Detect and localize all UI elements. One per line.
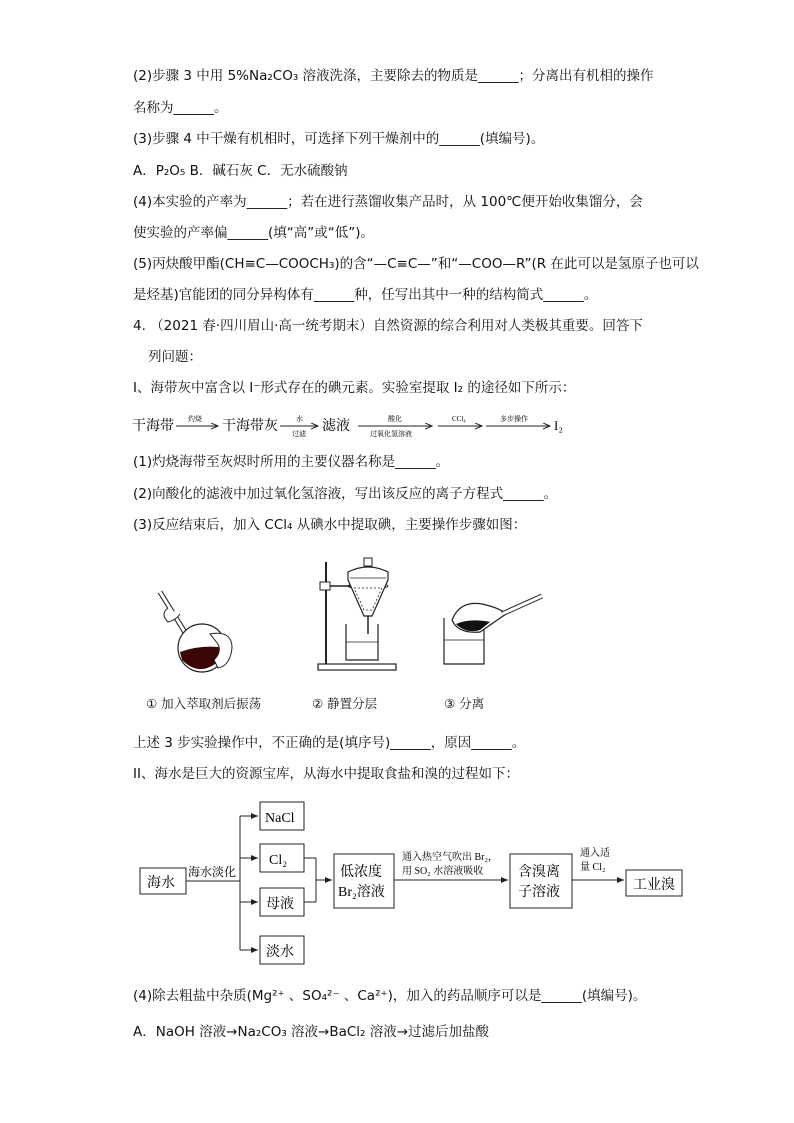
- extraction-apparatus-figure: [140, 548, 560, 683]
- seawater-processing-flow: [130, 794, 690, 974]
- step-3-caption: ③ 分离: [444, 696, 485, 711]
- industrial-bromine-label: 工业溴: [633, 878, 675, 893]
- flow-arrow-4-label: CCl₄: [452, 415, 466, 423]
- flow-node-iodine: I₂: [554, 418, 563, 433]
- flow-node-kelp-ash: 干海带灰: [222, 419, 278, 434]
- flow-node-dry-kelp: 干海带: [132, 419, 174, 434]
- ring-stand-separation-illustration: [318, 558, 396, 670]
- seawater-label: 海水: [147, 876, 175, 891]
- step-1-caption: ① 加入萃取剂后振荡: [146, 696, 262, 711]
- mother-liquor-label: 母液: [266, 897, 294, 912]
- part-two-intro: II、海水是巨大的资源宝库，从海水中提取食盐和溴的过程如下：: [133, 766, 519, 782]
- flow-arrow-2-bottom: 过滤: [292, 430, 306, 438]
- flow-arrow-2-top: 水: [296, 415, 303, 423]
- problem-4-header: 4. （2021 春·四川眉山·高一统考期末）自然资源的综合利用对人类极其重要。回答下: [133, 318, 643, 334]
- arrow-2-label-1: 通入适: [580, 848, 610, 859]
- bromide-solution-label-2: 子溶液: [518, 885, 560, 900]
- problem-4-header-2: 列问题：: [148, 349, 202, 365]
- low-bromine-label-1: 低浓度: [340, 865, 382, 880]
- pouring-separation-illustration: [444, 596, 542, 664]
- shaking-funnel-illustration: [160, 592, 232, 672]
- flow-node-filtrate: 滤液: [322, 419, 350, 434]
- nacl-label: NaCl: [265, 811, 295, 826]
- step-2-caption: ② 静置分层: [312, 696, 378, 711]
- question-ii-4: (4)除去粗盐中杂质(Mg²⁺ 、SO₄²⁻ 、Ca²⁺)，加入的药品顺序可以是______(填编号)。: [133, 988, 647, 1004]
- low-bromine-label-2: Br₂溶液: [338, 885, 385, 900]
- flow-arrow-3-bottom: 过氧化氢溶液: [370, 430, 412, 438]
- bromide-solution-label-1: 含溴离: [518, 865, 560, 880]
- flow-arrow-1-label: 灼烧: [188, 415, 202, 423]
- question-i-2: (2)向酸化的滤液中加过氧化氢溶液，写出该反应的离子方程式______。: [133, 486, 558, 502]
- part-one-intro: I、海带灰中富含以 I⁻形式存在的碘元素。实验室提取 I₂ 的途径如下所示：: [133, 380, 576, 396]
- judgment-question: 上述 3 步实验操作中，不正确的是(填序号)______，原因______。: [133, 735, 526, 751]
- question-5-line-2: 是烃基)官能团的同分异构体有______种，任写出其中一种的结构简式______。: [133, 287, 598, 303]
- question-4-line-2: 使实验的产率偏______(填“高”或“低”)。: [133, 225, 375, 241]
- desalination-label: 海水淡化: [188, 865, 237, 879]
- iodine-extraction-flow: [130, 408, 580, 442]
- arrow-1-label-2: 用 SO₂ 水溶液吸收: [402, 866, 484, 877]
- question-i-1: (1)灼烧海带至灰烬时所用的主要仪器名称是______。: [133, 454, 450, 470]
- question-5-line-1: (5)丙炔酸甲酯(CH≡C—COOCH₃)的含“—C≡C—”和“—COO—R”(R 在此可以是氢原子也可以: [133, 256, 699, 272]
- flow-arrow-3-top: 酸化: [388, 415, 402, 423]
- question-2-line-2: 名称为______。: [133, 100, 228, 116]
- question-3-options: A．P₂O₅ B．碱石灰 C．无水硫酸钠: [133, 163, 348, 179]
- question-2-line-1: (2)步骤 3 中用 5%Na₂CO₃ 溶液洗涤，主要除去的物质是______；分离出有机相的操作: [133, 68, 654, 84]
- cl2-label: Cl₂: [269, 853, 288, 868]
- arrow-2-label-2: 量 Cl₂: [580, 862, 606, 873]
- option-a: A．NaOH 溶液→Na₂CO₃ 溶液→BaCl₂ 溶液→过滤后加盐酸: [133, 1024, 490, 1040]
- question-4-line-1: (4)本实验的产率为______；若在进行蒸馏收集产品时，从 100℃便开始收集馏分，会: [133, 194, 643, 210]
- fresh-water-label: 淡水: [266, 945, 294, 960]
- arrow-1-label-1: 通入热空气吹出 Br₂，: [402, 852, 498, 863]
- question-i-3: (3)反应结束后，加入 CCl₄ 从碘水中提取碘，主要操作步骤如图：: [133, 517, 527, 533]
- flow-arrow-5-label: 多步操作: [500, 415, 528, 423]
- question-3: (3)步骤 4 中干燥有机相时，可选择下列干燥剂中的______(填编号)。: [133, 131, 545, 147]
